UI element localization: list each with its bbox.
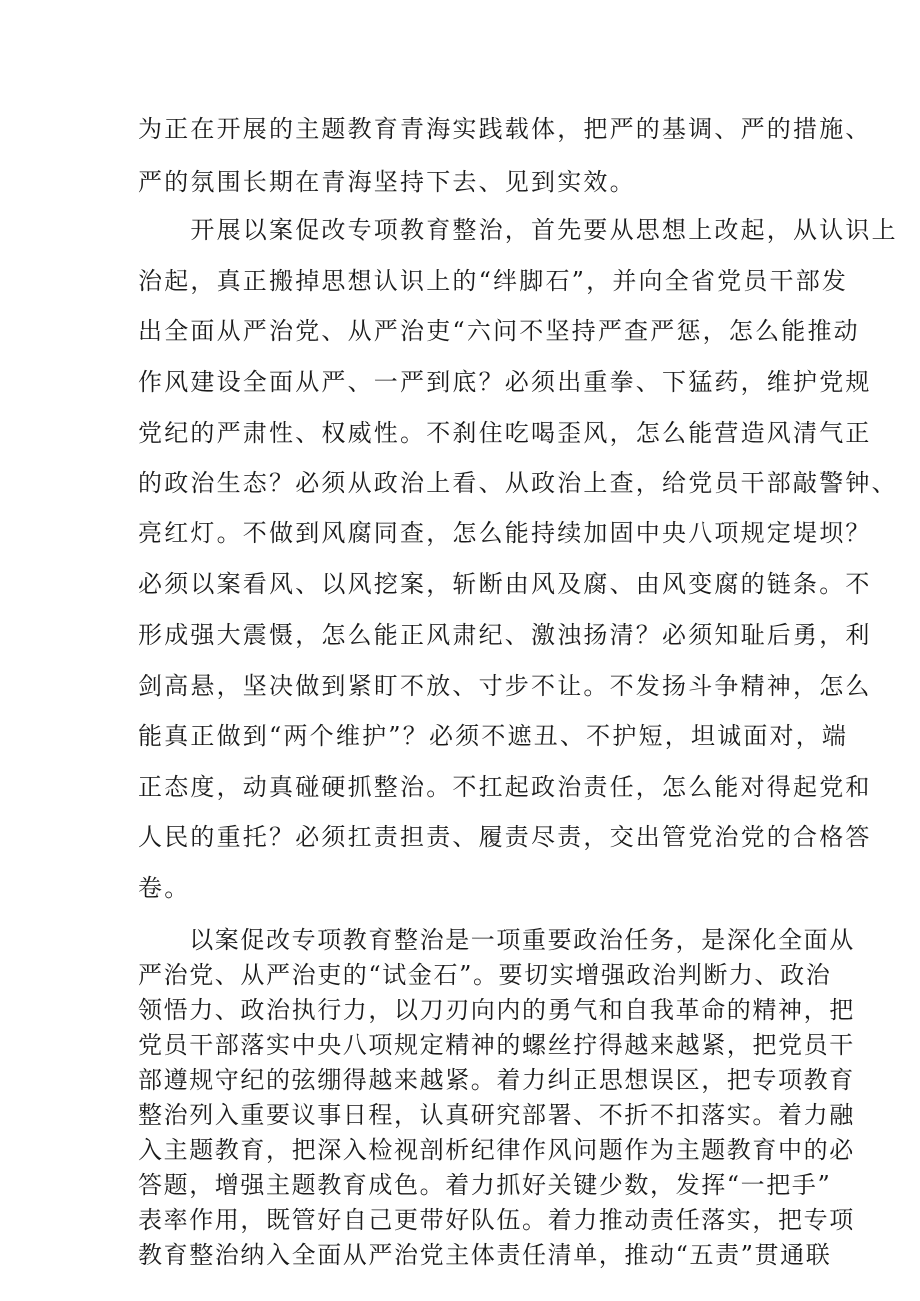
text-line: 必须以案看风、以风挖案，斩断由风及腐、由风变腐的链条。不 xyxy=(138,570,872,598)
text-line: 严治党、从严治吏的“试金石”。要切实增强政治判断力、政治 xyxy=(138,961,832,989)
text-line: 正态度，动真碰硬抓整治。不扛起政治责任，怎么能对得起党和 xyxy=(138,773,872,801)
text-line: 的政治生态？必须从政治上看、从政治上查，给党员干部敲警钟、 xyxy=(138,469,898,497)
text-line: 党员干部落实中央八项规定精神的螺丝拧得越来越紧，把党员干 xyxy=(138,1031,855,1059)
text-line: 严的氛围长期在青海坚持下去、见到实效。 xyxy=(138,168,636,196)
text-line: 为正在开展的主题教育青海实践载体，把严的基调、严的措施、 xyxy=(138,115,872,143)
text-line: 整治列入重要议事日程，认真研究部署、不折不扣落实。着力融 xyxy=(138,1101,855,1129)
text-line: 领悟力、政治执行力，以刀刃向内的勇气和自我革命的精神，把 xyxy=(138,996,855,1024)
text-line: 治起，真正搬掉思想认识上的“绊脚石”，并向全省党员干部发 xyxy=(138,267,849,295)
text-line: 卷。 xyxy=(138,874,191,902)
text-line: 剑高悬，坚决做到紧盯不放、寸步不让。不发扬斗争精神，怎么 xyxy=(138,672,872,700)
text-line: 能真正做到“两个维护”？必须不遮丑、不护短，坦诚面对，端 xyxy=(138,722,849,750)
text-line: 开展以案促改专项教育整治，首先要从思想上改起，从认识上 xyxy=(138,216,898,244)
text-line: 形成强大震慑，怎么能正风肃纪、激浊扬清？必须知耻后勇，利 xyxy=(138,621,872,649)
text-line: 作风建设全面从严、一严到底？必须出重拳、下猛药，维护党规 xyxy=(138,368,872,396)
text-line: 教育整治纳入全面从严治党主体责任清单，推动“五责”贯通联 xyxy=(138,1241,832,1269)
text-line: 入主题教育，把深入检视剖析纪律作风问题作为主题教育中的必 xyxy=(138,1136,855,1164)
text-line: 答题，增强主题教育成色。着力抓好关键少数，发挥“一把手” xyxy=(138,1171,832,1199)
text-line: 出全面从严治党、从严治吏“六问不坚持严查严惩，怎么能推动 xyxy=(138,317,860,345)
text-line: 部遵规守纪的弦绷得越来越紧。着力纠正思想误区，把专项教育 xyxy=(138,1066,855,1094)
text-line: 人民的重托？必须扛责担责、履责尽责，交出管党治党的合格答 xyxy=(138,823,872,851)
text-line: 以案促改专项教育整治是一项重要政治任务，是深化全面从 xyxy=(138,926,855,954)
text-line: 党纪的严肃性、权威性。不刹住吃喝歪风，怎么能营造风清气正 xyxy=(138,419,872,447)
text-line: 亮红灯。不做到风腐同查，怎么能持续加固中央八项规定堤坝？ xyxy=(138,519,872,547)
text-line: 表率作用，既管好自己更带好队伍。着力推动责任落实，把专项 xyxy=(138,1206,855,1234)
